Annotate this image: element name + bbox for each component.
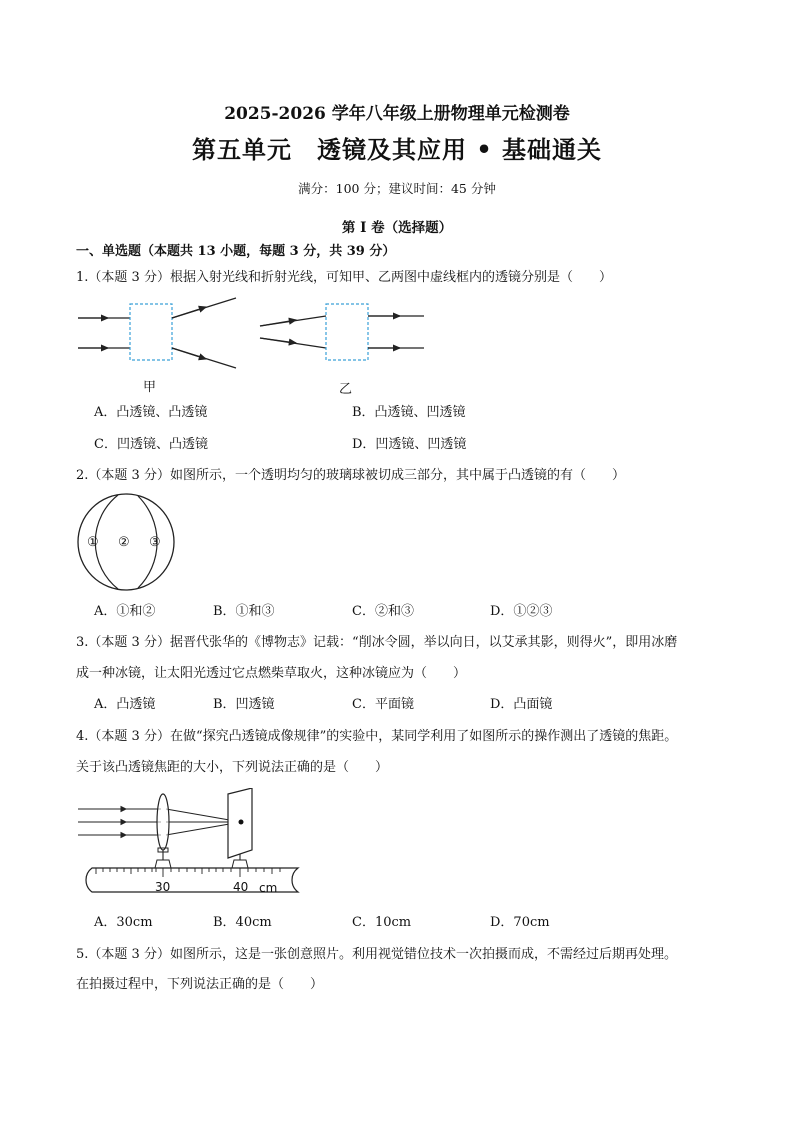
q3-option-c[interactable]: C．平面镜 — [352, 697, 414, 712]
q4-option-c[interactable]: C．10cm — [352, 915, 412, 930]
q1-option-a[interactable]: A．凸透镜、凸透镜 — [94, 405, 208, 420]
figure-jia — [78, 298, 236, 368]
q1-figure — [74, 292, 444, 402]
q1-stem: 1.（本题 3 分）根据入射光线和折射光线，可知甲、乙两图中虚线框内的透镜分别是（ ） — [76, 270, 612, 285]
part-title: 第 I 卷（选择题） — [341, 220, 453, 236]
q4-stem-line2: 关于该凸透镜焦距的大小，下列说法正确的是（ ） — [76, 760, 389, 775]
q4-option-d[interactable]: D．70cm — [490, 915, 550, 930]
unit-title: 第五单元 透镜及其应用 • 基础通关 — [191, 135, 603, 164]
q2-option-c[interactable]: C．②和③ — [352, 604, 414, 619]
q2-option-d[interactable]: D．①②③ — [490, 604, 553, 619]
q2-stem: 2.（本题 3 分）如图所示，一个透明均匀的玻璃球被切成三部分，其中属于凸透镜的有（ ） — [76, 468, 625, 483]
q3-option-d[interactable]: D．凸面镜 — [490, 697, 553, 712]
exam-meta: 满分：100 分；建议时间：45 分钟 — [298, 181, 496, 196]
q3-option-b[interactable]: B．凹透镜 — [213, 697, 275, 712]
q1-label-yi: 乙 — [339, 382, 353, 397]
q4-scale-40: 40 — [233, 880, 249, 894]
q3-stem-line2: 成一种冰镜，让太阳光透过它点燃柴草取火，这种冰镜应为（ ） — [76, 666, 467, 681]
q4-scale-unit: cm — [259, 881, 278, 895]
q3-option-a[interactable]: A．凸透镜 — [94, 697, 156, 712]
q5-stem-line1: 5.（本题 3 分）如图所示，这是一张创意照片。利用视觉错位技术一次拍摄而成，不需经过后期再处理。 — [76, 947, 677, 962]
q3-stem-line1: 3.（本题 3 分）据晋代张华的《博物志》记载：“削冰令圆，举以向日，以艾承其影，则得火”，即用冰磨 — [76, 635, 678, 650]
q4-option-a[interactable]: A．30cm — [94, 915, 153, 930]
q5-stem-line2: 在拍摄过程中，下列说法正确的是（ ） — [76, 977, 324, 992]
q1-label-jia: 甲 — [143, 380, 157, 395]
q4-stem-line1: 4.（本题 3 分）在做“探究凸透镜成像规律”的实验中，某同学利用了如图所示的操作测出了透镜的焦距。 — [76, 729, 678, 744]
q2-part-3: ③ — [149, 535, 161, 550]
q1-option-c[interactable]: C．凹透镜、凸透镜 — [94, 437, 208, 452]
q2-part-1: ① — [87, 535, 99, 550]
q4-scale-30: 30 — [155, 880, 171, 894]
q1-option-d[interactable]: D．凹透镜、凹透镜 — [352, 437, 467, 452]
exam-title: 2025-2026 学年八年级上册物理单元检测卷 — [224, 104, 570, 124]
q4-option-b[interactable]: B．40cm — [213, 915, 272, 930]
figure-yi — [260, 304, 424, 360]
section-heading: 一、单选题（本题共 13 小题，每题 3 分，共 39 分） — [76, 244, 396, 259]
q1-option-b[interactable]: B．凸透镜、凹透镜 — [352, 405, 466, 420]
q2-option-a[interactable]: A．①和② — [94, 604, 156, 619]
q2-part-2: ② — [118, 535, 130, 550]
q2-option-b[interactable]: B．①和③ — [213, 604, 275, 619]
